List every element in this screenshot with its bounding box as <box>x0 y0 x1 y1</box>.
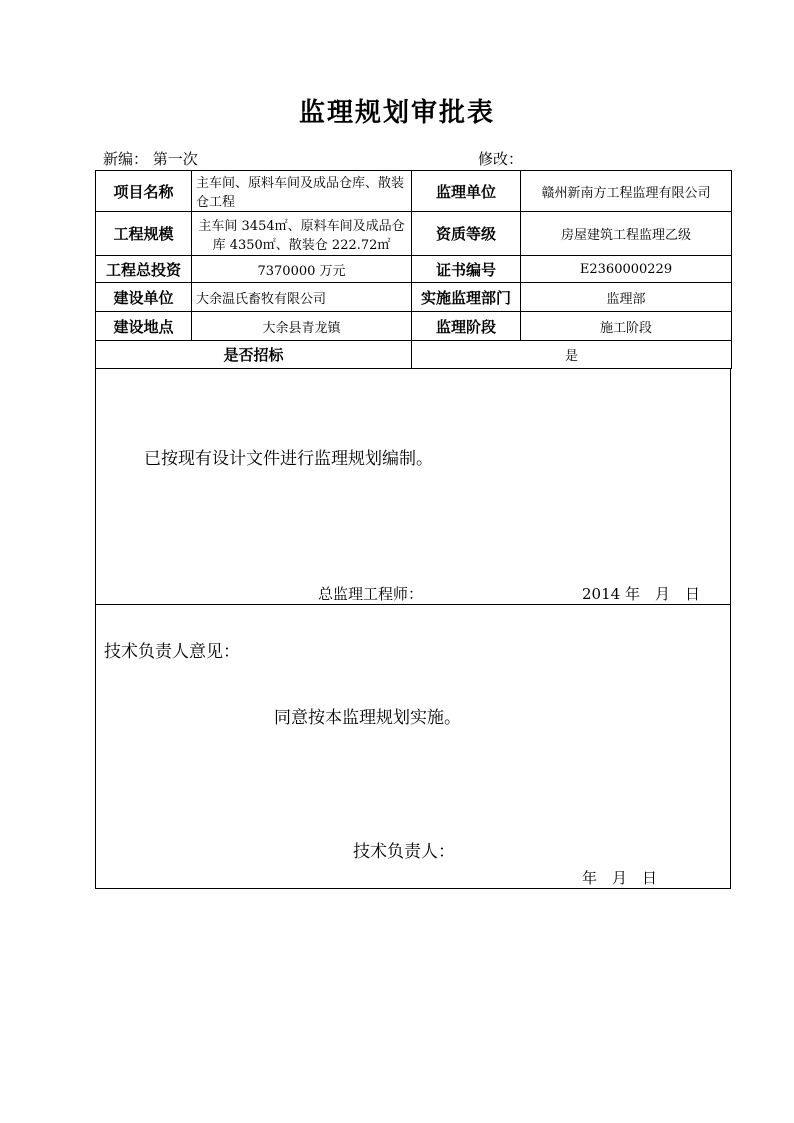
total-investment-label: 工程总投资 <box>96 256 192 283</box>
certificate-number-value: E2360000229 <box>521 256 732 283</box>
version-info <box>103 148 198 169</box>
chief-engineer-date: 2014 年 月 日 <box>582 585 700 603</box>
construction-site-value: 大余县青龙镇 <box>192 312 412 341</box>
technical-opinion-section <box>95 605 731 889</box>
new-edition-value: 第一次 <box>152 150 198 168</box>
supervision-dept-label: 实施监理部门 <box>412 283 521 312</box>
table-row <box>96 341 732 369</box>
table-row <box>96 171 732 212</box>
page-title: 监理规划审批表 <box>298 98 495 128</box>
chief-engineer-signature-label: 总监理工程师： <box>318 585 424 603</box>
project-scale-label: 工程规模 <box>96 212 192 256</box>
supervision-stage-label: 监理阶段 <box>412 312 521 341</box>
technical-lead-signature-label: 技术负责人： <box>353 842 455 862</box>
project-name-label: 项目名称 <box>96 171 192 212</box>
supervision-dept-value: 监理部 <box>521 283 732 312</box>
planning-statement: 已按现有设计文件进行监理规划编制。 <box>144 449 433 469</box>
technical-opinion-heading: 技术负责人意见： <box>104 642 240 662</box>
certificate-number-label: 证书编号 <box>412 256 521 283</box>
project-info-table <box>95 170 732 369</box>
planning-statement-section <box>95 369 731 605</box>
total-investment-value: 7370000 万元 <box>192 256 412 283</box>
bidding-value: 是 <box>412 341 732 369</box>
construction-unit-value: 大余温氏畜牧有限公司 <box>192 283 412 312</box>
construction-unit-label: 建设单位 <box>96 283 192 312</box>
qualification-label: 资质等级 <box>412 212 521 256</box>
revision-label: 修改： <box>478 150 524 168</box>
supervisor-unit-value: 赣州新南方工程监理有限公司 <box>521 171 732 212</box>
table-row <box>96 256 732 283</box>
qualification-value: 房屋建筑工程监理乙级 <box>521 212 732 256</box>
technical-opinion-text: 同意按本监理规划实施。 <box>274 708 461 728</box>
table-row <box>96 212 732 256</box>
table-row <box>96 283 732 312</box>
project-scale-value: 主车间 3454㎡、原料车间及成品仓库 4350㎡、散装仓 222.72㎡ <box>192 212 412 256</box>
supervision-stage-value: 施工阶段 <box>521 312 732 341</box>
new-edition-label: 新编： <box>103 150 149 168</box>
construction-site-label: 建设地点 <box>96 312 192 341</box>
table-row <box>96 312 732 341</box>
technical-lead-date: 年 月 日 <box>582 869 658 887</box>
supervisor-unit-label: 监理单位 <box>412 171 521 212</box>
project-name-value: 主车间、原料车间及成品仓库、散装仓工程 <box>192 171 412 212</box>
bidding-label: 是否招标 <box>96 341 412 369</box>
